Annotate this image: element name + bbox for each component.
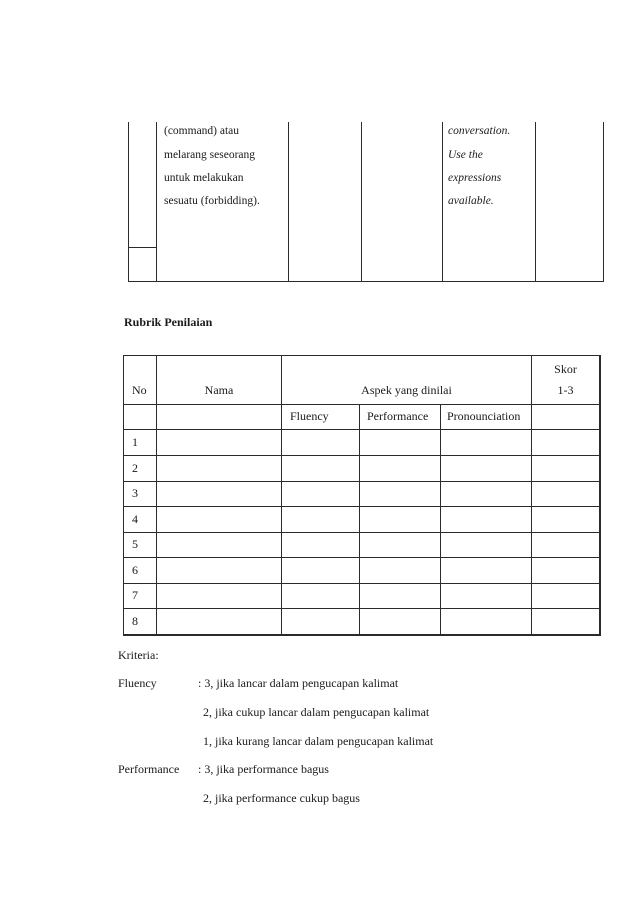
top-table-text: available. [448,195,494,207]
rubric-table-line [123,481,600,482]
top-table-line [361,122,362,282]
subheader-performance: Performance [367,409,429,423]
top-table-text: Use the [448,149,483,161]
top-table-line [128,281,604,282]
criteria-performance-line: : 3, jika performance bagus [198,762,329,776]
row-number: 8 [132,614,138,628]
top-table-text: melarang seseorang [164,149,256,161]
rubric-table-line [123,455,600,456]
top-table-line [128,122,129,282]
criteria-performance-label: Performance [118,762,180,776]
header-skor: Skor [554,362,577,376]
row-number: 1 [132,435,138,449]
subheader-fluency: Fluency [290,409,329,423]
top-table-line [128,247,157,248]
rubric-table-line [123,557,600,558]
rubric-table-line [123,634,600,636]
row-number: 4 [132,512,138,526]
criteria-title: Kriteria: [118,648,159,662]
top-table-text: expressions [448,172,502,184]
top-table-text: untuk melakukan [164,172,244,184]
top-table-line [603,122,604,282]
rubric-table-line [156,355,157,636]
top-table-text: sesuatu (forbidding). [164,195,260,207]
top-table-line [288,122,289,282]
rubric-table-line [123,355,124,636]
rubric-table-line [123,429,600,430]
rubric-table-line [599,355,601,636]
rubric-table-line [359,404,360,636]
rubric-table-line [123,506,600,507]
criteria-fluency-label: Fluency [118,676,157,690]
top-table-text: (command) atau [164,125,240,137]
criteria-fluency-line: 2, jika cukup lancar dalam pengucapan kalimat [203,705,430,719]
rubric-table-line [123,355,600,356]
rubric-table-line [123,532,600,533]
rubric-table-line [281,355,282,636]
subheader-pronounciation: Pronounciation [447,409,521,423]
top-table-line [535,122,536,282]
row-number: 6 [132,563,138,577]
rubric-table-line [531,355,532,636]
criteria-fluency-line: 1, jika kurang lancar dalam pengucapan kalimat [203,734,434,748]
rubric-table-line [440,404,441,636]
rubric-heading: Rubrik Penilaian [124,315,213,329]
row-number: 7 [132,588,138,602]
top-table-text: conversation. [448,125,511,137]
row-number: 5 [132,537,138,551]
header-no: No [132,383,147,397]
header-skor-range: 1-3 [557,383,574,397]
rubric-table-line [123,608,600,609]
top-table-line [156,122,157,282]
header-aspek: Aspek yang dinilai [361,383,452,397]
criteria-fluency-line: : 3, jika lancar dalam pengucapan kalimat [198,676,399,690]
row-number: 3 [132,486,138,500]
criteria-performance-line: 2, jika performance cukup bagus [203,791,360,805]
rubric-table-line [123,583,600,584]
header-nama: Nama [204,383,234,397]
top-table-line [442,122,443,282]
row-number: 2 [132,461,138,475]
rubric-table-line [123,404,600,405]
